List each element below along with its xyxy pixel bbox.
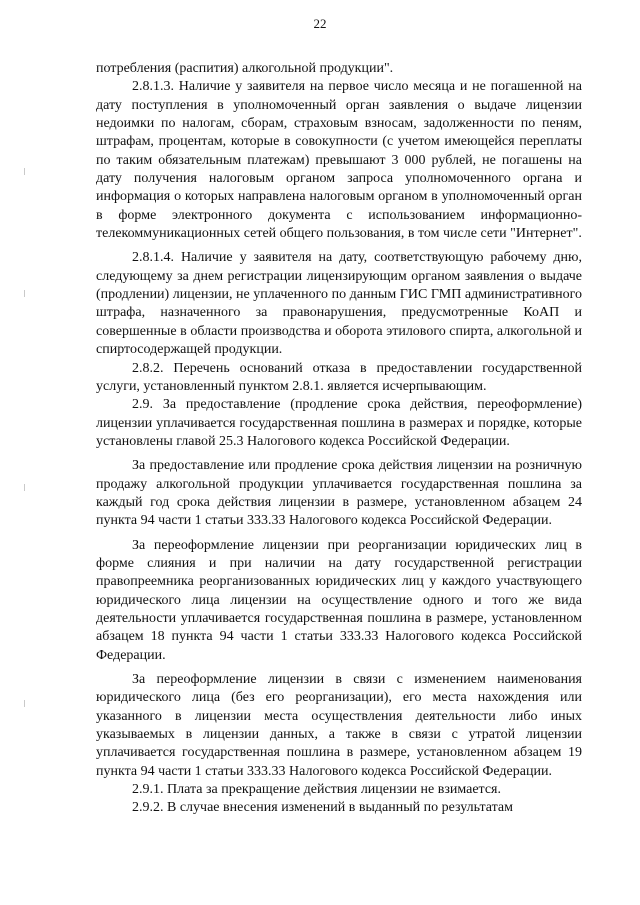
- paragraph-2-8-1-3: 2.8.1.3. Наличие у заявителя на первое число месяца и не погашенной на дату поступления в уполномоченный орган заявления о выдаче лицензии недоимки по налогам, сборам, страховым взносам, задолженности по пеням, штрафам, процентам, которые в совокупности (с учетом имеющейся переплаты по таким обязательным платежам) превышают 3 000 рублей, не погашены на дату получения налоговым органом запроса уполномоченного органа и информация о которых направлена налоговым органом в уполномоченный орган в форме электронного документа с использованием информационно-телекоммуникационных сетей общего пользования, в том числе сети "Интернет".: [96, 79, 582, 242]
- paragraph-2-9: 2.9. За предоставление (продление срока действия, переоформление) лицензии уплачивается государственная пошлина в размерах и порядке, которые установлены главой 25.3 Налогового кодекса Российской Федерации.: [96, 397, 582, 449]
- scan-margin-mark: [24, 290, 25, 297]
- page-number: 22: [313, 16, 327, 31]
- document-body: [96, 60, 582, 818]
- paragraph-fee-reorganization: За переоформление лицензии при реорганизации юридических лиц в форме слияния и при наличии на дату государственной регистрации правопреемника реорганизованных юридических лиц у каждого участвующего юридического лица лицензии на осуществление одного и того же вида деятельности уплачивается государственная пошлина в размере, установленном абзацем 18 пункта 94 части 1 статьи 333.33 Налогового кодекса Российской Федерации.: [96, 537, 582, 663]
- paragraph-fee-retail: За предоставление или продление срока действия лицензии на розничную продажу алкогольной продукции уплачивается государственная пошлина за каждый год срока действия лицензии в размере, установленном абзацем 24 пункта 94 части 1 статьи 333.33 Налогового кодекса Российской Федерации.: [96, 458, 582, 529]
- paragraph-2-8-2: 2.8.2. Перечень оснований отказа в предоставлении государственной услуги, установленный пунктом 2.8.1. является исчерпывающим.: [96, 360, 582, 394]
- paragraph-continuation: потребления (распития) алкогольной продукции".: [96, 61, 394, 76]
- paragraph-fee-rename: За переоформление лицензии в связи с изменением наименования юридического лица (без его реорганизации), его места нахождения или указанного в лицензии места осуществления деятельности либо иных указываемых в лицензии данных, а также в связи с утратой лицензии уплачивается государственная пошлина в размере, установленном абзацем 19 пункта 94 части 1 статьи 333.33 Налогового кодекса Российской Федерации.: [96, 672, 582, 779]
- scan-margin-mark: [24, 700, 25, 707]
- scan-margin-mark: [24, 168, 25, 175]
- paragraph-2-8-1-4: 2.8.1.4. Наличие у заявителя на дату, соответствующую рабочему дню, следующему за днем регистрации лицензирующим органом заявления о выдаче (продлении) лицензии, не уплаченного по данным ГИС ГМП административного штрафа, назначенного за правонарушения, предусмотренные КоАП и совершенные в области производства и оборота этилового спирта, алкогольной и спиртосодержащей продукции.: [96, 250, 582, 358]
- paragraph-2-9-1: 2.9.1. Плата за прекращение действия лицензии не взимается.: [132, 782, 501, 798]
- paragraph-2-9-2: 2.9.2. В случае внесения изменений в выданный по результатам: [132, 800, 513, 816]
- scan-margin-mark: [24, 484, 25, 491]
